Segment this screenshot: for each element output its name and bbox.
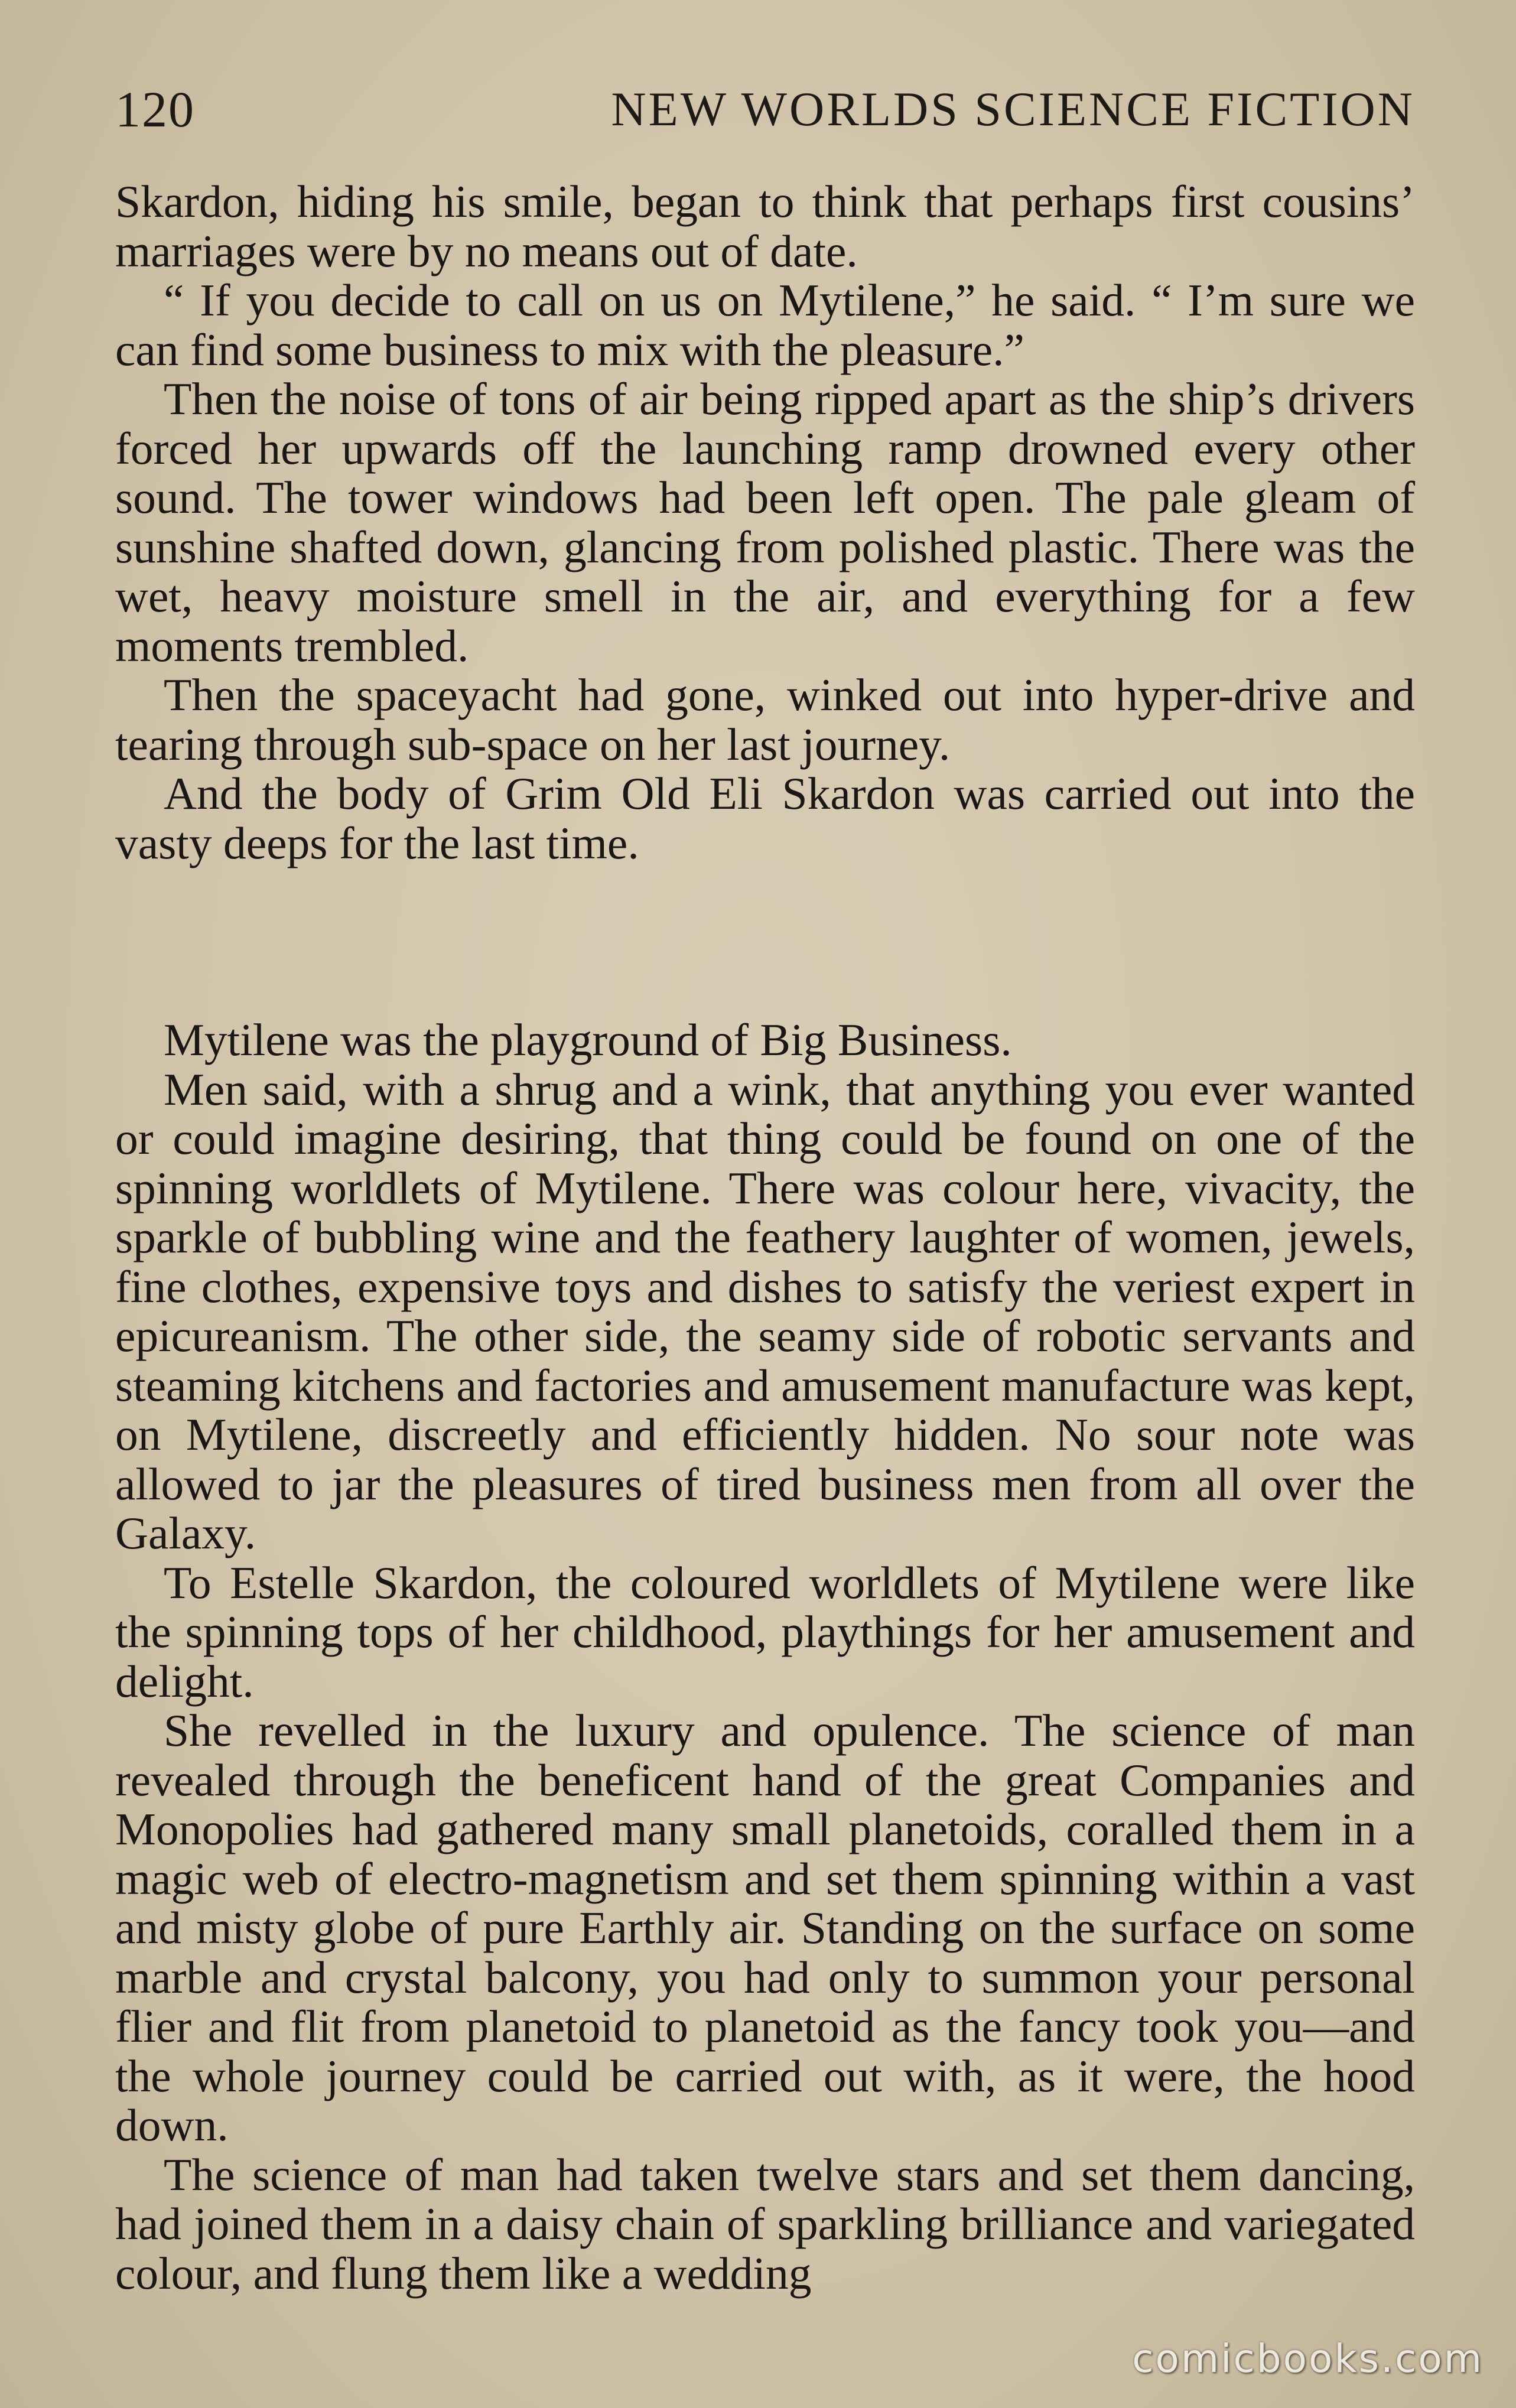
paragraph: And the body of Grim Old Eli Skardon was carried out into the vasty deeps for the last time.: [115, 768, 1415, 868]
paragraph: Mytilene was the playground of Big Business.: [164, 1014, 1012, 1065]
paragraph: To Estelle Skardon, the coloured worldlets of Mytilene were like the spinning tops of her childhood, playthings for her amusement and delight.: [115, 1557, 1415, 1707]
paragraph: Then the noise of tons of air being ripped apart as the ship’s drivers forced her upwards off the launching ramp drowned every other sound. The tower windows had been left open. The pale gleam of sunshine shafted down, glancing from polished plastic. There was the wet, heavy moisture smell in the air, and everything for a few moments trembled.: [115, 373, 1415, 671]
paragraph: Men said, with a shrug and a wink, that anything you ever wanted or could imagine desiring, that thing could be found on one of the spinning worldlets of Mytilene. There was colour here, vivacity, the sparkle of bubbling wine and the feathery laughter of women, jewels, fine clothes, expensive toys and dishes to satisfy the veriest expert in epicureanism. The other side, the seamy side of robotic servants and steaming kitchens and factories and amusement manufacture was kept, on Mytilene, discreetly and efficiently hidden. No sour note was allowed to jar the pleasures of tired business men from all over the Galaxy.: [115, 1063, 1415, 1558]
running-title: NEW WORLDS SCIENCE FICTION: [611, 82, 1415, 136]
paragraph: Skardon, hiding his smile, began to think that perhaps first cousins’ marriages were by no means out of date.: [115, 176, 1415, 276]
section-break: [115, 868, 1415, 1016]
page-number: 120: [115, 81, 195, 138]
paragraph: She revelled in the luxury and opulence. The science of man revealed through the beneficent hand of the great Companies and Monopolies had gathered many small planetoids, coralled them in a magic web of electro-magnetism and set them spinning within a vast and misty globe of pure Earthly air. Standing on the surface on some marble and crystal balcony, you had only to summon your personal flier and flit from planetoid to planetoid as the fancy took you—and the whole journey could be carried out with, as it were, the hood down.: [115, 1705, 1415, 2150]
paragraph: The science of man had taken twelve stars and set them dancing, had joined them in a daisy chain of sparkling brilliance and variegated colour, and flung them like a wedding: [115, 2149, 1415, 2299]
paragraph: Then the spaceyacht had gone, winked out into hyper-drive and tearing through sub-space on her last journey.: [115, 669, 1415, 770]
paragraph: “ If you decide to call on us on Mytilene,” he said. “ I’m sure we can find some business to mix with the pleasure.”: [115, 275, 1415, 375]
page-header: [115, 77, 1415, 142]
watermark: comicbooks.com: [1132, 2336, 1484, 2381]
body-text: [115, 177, 1415, 2298]
